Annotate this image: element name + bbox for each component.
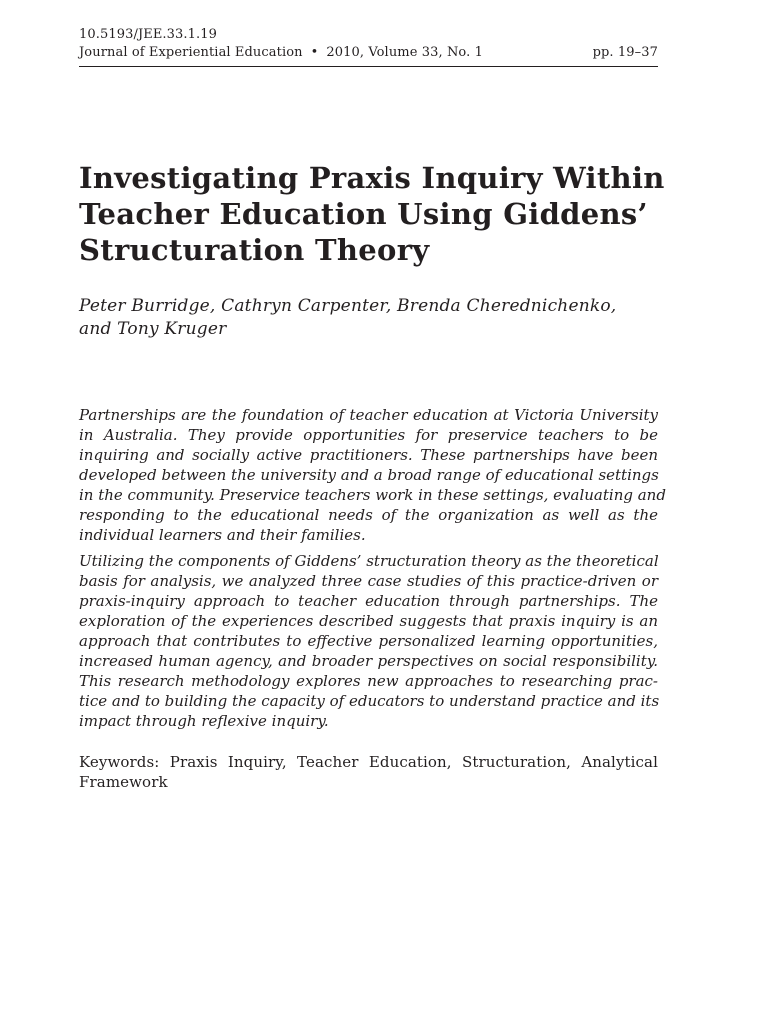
keywords [79,752,658,792]
abstract-line: approach that contributes to effective personalized learning opportunities, [79,632,658,650]
issue-info: 2010, Volume 33, No. 1 [326,45,483,60]
abstract-line: in Australia. They provide opportunities for preservice teachers to be [79,426,658,444]
abstract-line: in the community. Preservice teachers work in these settings, evaluating and [79,486,666,504]
author-line: and Tony Kruger [79,319,227,339]
abstract-line: impact through reflexive inquiry. [79,712,329,730]
abstract-line: basis for analysis, we analyzed three case studies of this practice-driven or [79,572,658,590]
title-line: Structuration Theory [79,233,430,267]
running-header [79,26,658,62]
abstract-line: Utilizing the components of Giddens’ structuration theory as the theoretical [79,552,659,570]
keywords-line: Framework [79,773,168,791]
abstract-line: praxis-inquiry approach to teacher education through partnerships. The [79,592,658,610]
abstract-line: increased human agency, and broader perspectives on social responsibility. [79,652,658,670]
article-title [79,160,669,268]
abstract-paragraph-2 [79,551,658,731]
abstract-paragraph-1 [79,405,666,545]
abstract-line: individual learners and their families. [79,526,366,544]
author-line: Peter Burridge, Cathryn Carpenter, Brenda Cherednichenko, [79,296,617,316]
journal-line [79,44,658,62]
page-range: pp. 19–37 [592,45,658,60]
abstract-line: inquiring and socially active practitioners. These partnerships have been [79,446,658,464]
abstract-line: Partnerships are the foundation of teacher education at Victoria University [79,406,658,424]
abstract-line: responding to the educational needs of the organization as well as the [79,506,658,524]
header-rule [79,66,658,67]
abstract-line: This research methodology explores new approaches to researching prac- [79,672,658,690]
title-line: Teacher Education Using Giddens’ [79,197,648,231]
abstract-line: developed between the university and a broad range of educational settings [79,466,659,484]
author-list [79,295,669,341]
keywords-line: Keywords: Praxis Inquiry, Teacher Education, Structuration, Analytical [79,753,658,771]
journal-info [79,44,483,62]
journal-name: Journal of Experiential Education [79,45,303,60]
title-line: Investigating Praxis Inquiry Within [79,161,665,195]
abstract-line: exploration of the experiences described suggests that praxis inquiry is an [79,612,658,630]
abstract-line: tice and to building the capacity of educators to understand practice and its [79,692,660,710]
bullet-separator: • [310,45,319,60]
doi: 10.5193/JEE.33.1.19 [79,27,217,42]
abstract [79,405,666,731]
